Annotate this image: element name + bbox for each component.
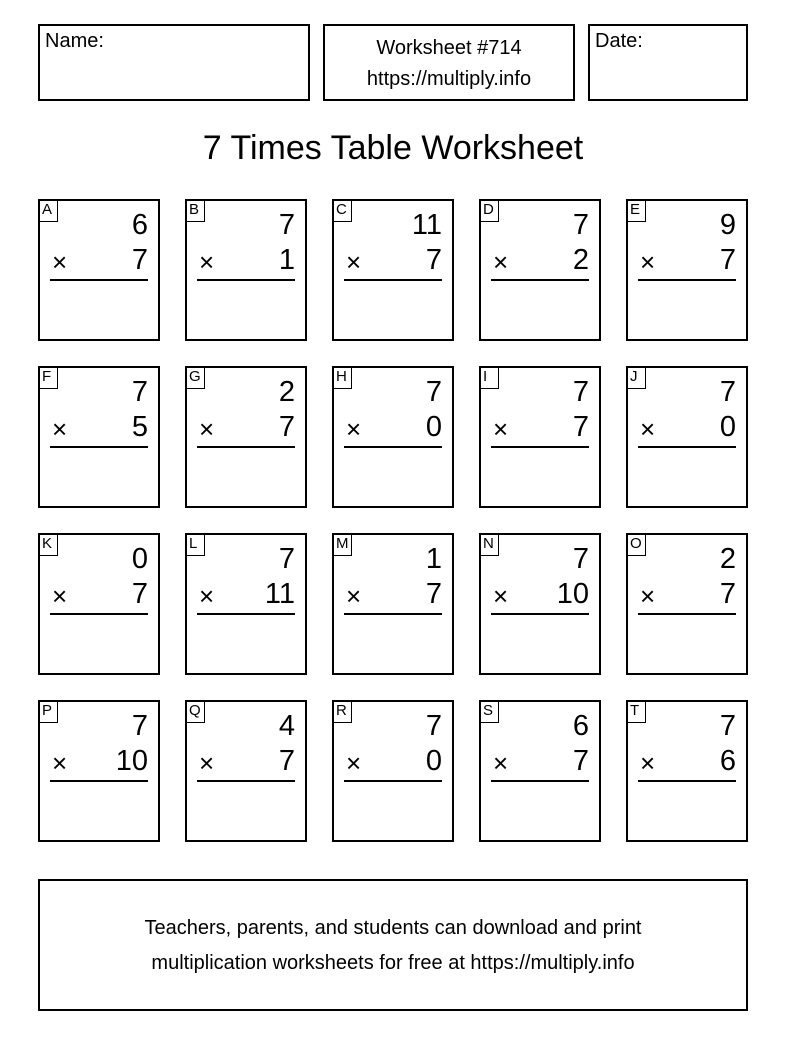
answer-line	[344, 780, 442, 782]
problem-card[interactable]	[38, 199, 160, 341]
footer-line-1: Teachers, parents, and students can download and print	[144, 917, 642, 939]
multiply-sign-icon: ×	[199, 581, 215, 611]
answer-line	[197, 279, 295, 281]
bottom-operand: 1	[278, 244, 295, 276]
top-operand: 7	[131, 710, 148, 742]
bottom-operand: 0	[425, 745, 442, 777]
bottom-operand: 5	[131, 411, 148, 443]
answer-line	[50, 446, 148, 448]
bottom-operand: 7	[131, 244, 148, 276]
bottom-operand: 10	[556, 578, 589, 610]
problem-card[interactable]	[626, 199, 748, 341]
problem-card[interactable]	[626, 533, 748, 675]
top-operand: 4	[278, 710, 295, 742]
bottom-operand: 7	[425, 578, 442, 610]
problem-card[interactable]	[185, 199, 307, 341]
problem-card[interactable]	[38, 700, 160, 842]
name-field[interactable]	[38, 24, 310, 101]
worksheet-number: Worksheet #714	[376, 37, 522, 59]
multiply-sign-icon: ×	[640, 748, 656, 778]
multiply-sign-icon: ×	[52, 414, 68, 444]
top-operand: 9	[719, 209, 736, 241]
problem-card[interactable]	[626, 366, 748, 508]
bottom-operand: 7	[572, 411, 589, 443]
top-operand: 1	[425, 543, 442, 575]
answer-line	[638, 780, 736, 782]
answer-line	[50, 279, 148, 281]
answer-line	[197, 613, 295, 615]
problem-card[interactable]	[185, 533, 307, 675]
bottom-operand: 7	[572, 745, 589, 777]
problem-letter: Q	[185, 700, 205, 723]
top-operand: 2	[719, 543, 736, 575]
top-operand: 7	[719, 710, 736, 742]
multiply-sign-icon: ×	[346, 414, 362, 444]
bottom-operand: 6	[719, 745, 736, 777]
problem-card[interactable]	[185, 366, 307, 508]
problem-card[interactable]	[479, 366, 601, 508]
problem-card[interactable]	[332, 199, 454, 341]
multiply-sign-icon: ×	[199, 748, 215, 778]
problem-letter: P	[38, 700, 58, 723]
problem-letter: D	[479, 199, 499, 222]
problem-card[interactable]	[479, 533, 601, 675]
problem-card[interactable]	[332, 533, 454, 675]
bottom-operand: 0	[425, 411, 442, 443]
problem-letter: L	[185, 533, 205, 556]
answer-line	[491, 780, 589, 782]
problem-letter: N	[479, 533, 499, 556]
problem-letter: T	[626, 700, 646, 723]
name-label: Name:	[45, 30, 104, 52]
answer-line	[344, 279, 442, 281]
top-operand: 11	[411, 209, 442, 241]
worksheet-url: https://multiply.info	[366, 68, 532, 90]
problem-card[interactable]	[38, 366, 160, 508]
problem-card[interactable]	[626, 700, 748, 842]
answer-line	[491, 279, 589, 281]
problem-letter: H	[332, 366, 352, 389]
multiply-sign-icon: ×	[640, 247, 656, 277]
multiply-sign-icon: ×	[493, 247, 509, 277]
bottom-operand: 10	[115, 745, 148, 777]
problem-letter: M	[332, 533, 352, 556]
answer-line	[50, 613, 148, 615]
multiply-sign-icon: ×	[52, 748, 68, 778]
footer-box	[38, 879, 748, 1011]
bottom-operand: 7	[719, 578, 736, 610]
bottom-operand: 11	[264, 578, 295, 610]
top-operand: 0	[131, 543, 148, 575]
answer-line	[344, 446, 442, 448]
answer-line	[491, 613, 589, 615]
top-operand: 7	[131, 376, 148, 408]
date-label: Date:	[595, 30, 643, 52]
answer-line	[344, 613, 442, 615]
answer-line	[197, 780, 295, 782]
multiply-sign-icon: ×	[493, 414, 509, 444]
answer-line	[638, 446, 736, 448]
answer-line	[197, 446, 295, 448]
top-operand: 6	[572, 710, 589, 742]
bottom-operand: 0	[719, 411, 736, 443]
answer-line	[491, 446, 589, 448]
problem-card[interactable]	[38, 533, 160, 675]
bottom-operand: 7	[131, 578, 148, 610]
worksheet-info-box	[323, 24, 575, 101]
problem-card[interactable]	[479, 199, 601, 341]
problem-card[interactable]	[185, 700, 307, 842]
problem-letter: C	[332, 199, 352, 222]
problem-letter: I	[479, 366, 499, 389]
answer-line	[638, 613, 736, 615]
multiply-sign-icon: ×	[52, 247, 68, 277]
problem-card[interactable]	[332, 366, 454, 508]
answer-line	[638, 279, 736, 281]
date-field[interactable]	[588, 24, 748, 101]
top-operand: 7	[425, 376, 442, 408]
top-operand: 7	[425, 710, 442, 742]
multiply-sign-icon: ×	[493, 748, 509, 778]
problem-letter: E	[626, 199, 646, 222]
page-title: 7 Times Table Worksheet	[202, 129, 584, 167]
problem-letter: G	[185, 366, 205, 389]
multiply-sign-icon: ×	[640, 581, 656, 611]
problem-letter: R	[332, 700, 352, 723]
problem-letter: B	[185, 199, 205, 222]
top-operand: 6	[131, 209, 148, 241]
footer-line-2: multiplication worksheets for free at https://multiply.info	[151, 952, 635, 974]
multiply-sign-icon: ×	[199, 247, 215, 277]
top-operand: 7	[572, 209, 589, 241]
top-operand: 7	[278, 543, 295, 575]
multiply-sign-icon: ×	[199, 414, 215, 444]
top-operand: 7	[572, 376, 589, 408]
multiply-sign-icon: ×	[346, 247, 362, 277]
answer-line	[50, 780, 148, 782]
multiply-sign-icon: ×	[346, 748, 362, 778]
bottom-operand: 7	[278, 411, 295, 443]
top-operand: 7	[278, 209, 295, 241]
bottom-operand: 2	[572, 244, 589, 276]
multiply-sign-icon: ×	[493, 581, 509, 611]
problem-card[interactable]	[479, 700, 601, 842]
problem-letter: F	[38, 366, 58, 389]
problem-letter: O	[626, 533, 646, 556]
problem-letter: J	[626, 366, 646, 389]
problem-letter: S	[479, 700, 499, 723]
bottom-operand: 7	[719, 244, 736, 276]
top-operand: 7	[719, 376, 736, 408]
multiply-sign-icon: ×	[346, 581, 362, 611]
problem-letter: K	[38, 533, 58, 556]
problem-letter: A	[38, 199, 58, 222]
top-operand: 2	[278, 376, 295, 408]
bottom-operand: 7	[278, 745, 295, 777]
multiply-sign-icon: ×	[52, 581, 68, 611]
problem-card[interactable]	[332, 700, 454, 842]
top-operand: 7	[572, 543, 589, 575]
bottom-operand: 7	[425, 244, 442, 276]
multiply-sign-icon: ×	[640, 414, 656, 444]
problem-grid	[38, 199, 750, 842]
